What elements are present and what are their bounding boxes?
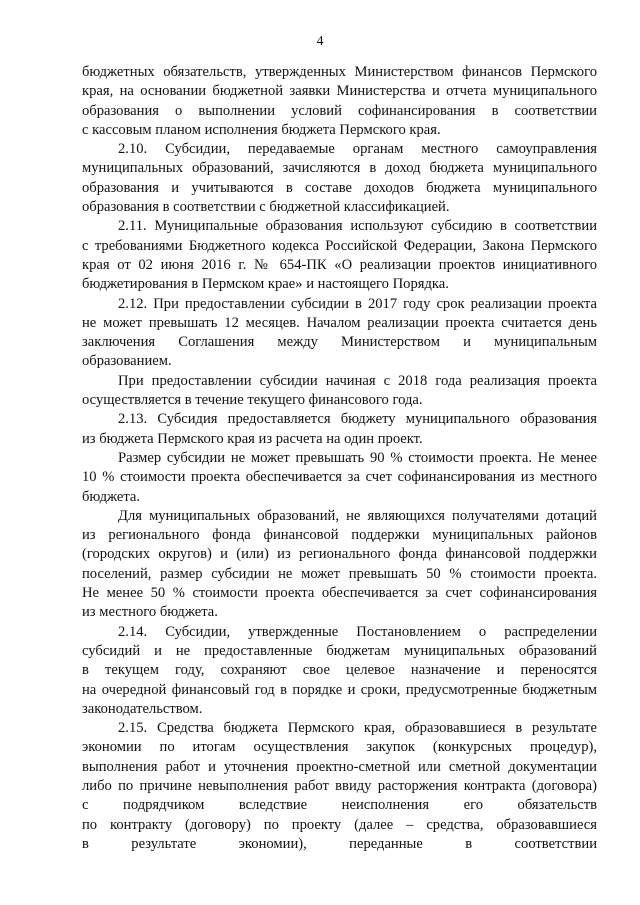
document-body bbox=[82, 63, 597, 854]
text-line: заключения Соглашения между Министерством и муниципальным bbox=[82, 334, 597, 351]
text-line: 2.11. Муниципальные образования используют субсидию в соответствии bbox=[118, 218, 597, 235]
text-line: экономии по итогам осуществления закупок (конкурсных процедур), bbox=[82, 739, 597, 756]
paragraph-p-2-13c bbox=[82, 507, 597, 623]
text-line: образования и учитываются в составе доходов бюджета муниципального bbox=[82, 179, 597, 196]
text-line: образования в соответствии с бюджетной классификацией. bbox=[82, 199, 450, 216]
text-line: муниципальных образований, зачисляются в доход бюджета муниципального bbox=[82, 160, 597, 177]
text-line: При предоставлении субсидии начиная с 2018 года реализация проекта bbox=[118, 372, 597, 389]
paragraph-p-2-11 bbox=[82, 217, 597, 294]
text-line: с требованиями Бюджетного кодекса Российской Федерации, Закона Пермского bbox=[82, 237, 597, 254]
paragraph-p-2-15 bbox=[82, 719, 597, 854]
text-line: поселений, размер субсидии не может превышать 50 % стоимости проекта. bbox=[82, 565, 597, 582]
text-line: 2.12. При предоставлении субсидии в 2017 году срок реализации проекта bbox=[118, 295, 597, 312]
paragraph-p-2-13 bbox=[82, 410, 597, 449]
text-line: 2.10. Субсидии, передаваемые органам местного самоуправления bbox=[118, 141, 597, 158]
text-line: по контракту (договору) по проекту (далее – средства, образовавшиеся bbox=[82, 816, 597, 833]
text-line: осуществляется в течение текущего финансового года. bbox=[82, 392, 423, 409]
text-line: законодательством. bbox=[82, 700, 203, 717]
text-line: бюджетирования в Пермском крае» и настоящего Порядка. bbox=[82, 276, 449, 293]
text-line: на очередной финансовый год в порядке и сроки, предусмотренные бюджетным bbox=[82, 681, 597, 698]
text-line: края от 02 июня 2016 г. № 654-ПК «О реализации проектов инициативного bbox=[82, 256, 597, 273]
text-line: бюджета. bbox=[82, 488, 141, 505]
text-line: (городских округов) и (или) из регионального фонда финансовой поддержки bbox=[82, 546, 597, 563]
paragraph-p-2-13b bbox=[82, 449, 597, 507]
text-line: в результате экономии), переданные в соответствии bbox=[82, 835, 597, 852]
text-line: не может превышать 12 месяцев. Началом реализации проекта считается день bbox=[82, 314, 597, 331]
text-line: Не менее 50 % стоимости проекта обеспечивается за счет софинансирования bbox=[82, 585, 597, 602]
page-number: 4 bbox=[316, 34, 324, 49]
text-line: бюджетных обязательств, утвержденных Министерством финансов Пермского bbox=[82, 64, 597, 80]
text-line: образованием. bbox=[82, 353, 172, 370]
paragraph-p-2-10 bbox=[82, 140, 597, 217]
paragraph-p-2-12 bbox=[82, 295, 597, 372]
paragraph-p-2-12b bbox=[82, 372, 597, 411]
text-line: 2.14. Субсидии, утвержденные Постановлением о распределении bbox=[118, 623, 597, 640]
text-line: 2.13. Субсидия предоставляется бюджету муниципального образования bbox=[118, 411, 597, 428]
text-line: Для муниципальных образований, не являющихся получателями дотаций bbox=[118, 507, 597, 524]
paragraph-p-2-14 bbox=[82, 623, 597, 719]
paragraph-p-cont bbox=[82, 63, 597, 140]
text-line: субсидий и не предоставленные бюджетам муниципальных образований bbox=[82, 642, 597, 659]
text-line: с кассовым планом исполнения бюджета Пермского края. bbox=[82, 121, 441, 138]
text-line: выполнения работ и уточнения проектно-сметной или сметной документации bbox=[82, 758, 597, 775]
text-line: из регионального фонда финансовой поддержки муниципальных районов bbox=[82, 527, 597, 544]
text-line: 2.15. Средства бюджета Пермского края, образовавшиеся в результате bbox=[118, 720, 597, 737]
text-line: края, на основании бюджетной заявки Министерства и отчета муниципального bbox=[82, 83, 597, 100]
text-line: из бюджета Пермского края из расчета на один проект. bbox=[82, 430, 423, 447]
text-line: из местного бюджета. bbox=[82, 604, 218, 621]
text-line: образования о выполнении условий софинансирования в соответствии bbox=[82, 102, 597, 119]
text-line: Размер субсидии не может превышать 90 % стоимости проекта. Не менее bbox=[118, 449, 597, 466]
text-line: с подрядчиком вследствие неисполнения его обязательств bbox=[82, 797, 597, 814]
text-line: 10 % стоимости проекта обеспечивается за счет софинансирования из местного bbox=[82, 469, 597, 486]
text-line: в текущем году, сохраняют свое целевое назначение и переносятся bbox=[82, 662, 597, 679]
text-line: либо по причине невыполнения работ ввиду расторжения контракта (договора) bbox=[82, 777, 597, 794]
